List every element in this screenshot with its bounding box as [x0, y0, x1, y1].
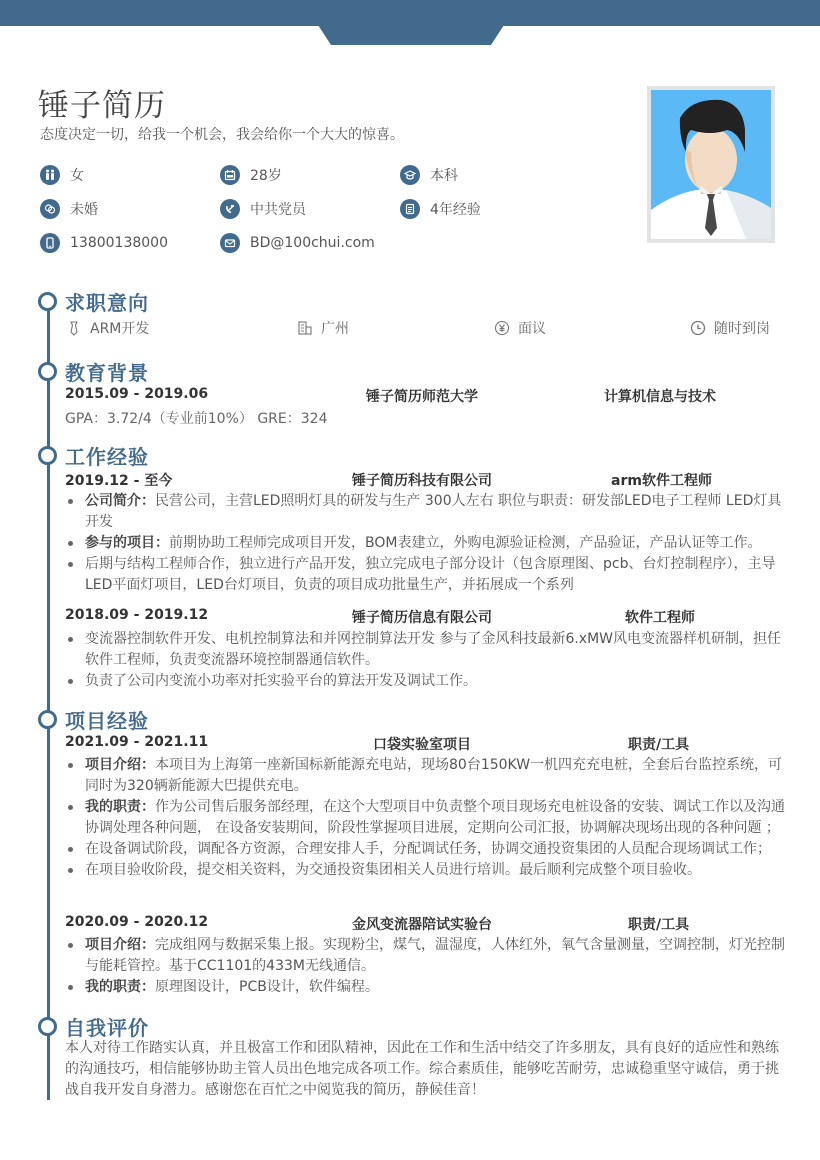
info-email-text[interactable]: BD@100chui.com — [250, 235, 375, 251]
project-date: 2021.09 - 2021.11 — [65, 734, 209, 750]
profile-photo — [647, 86, 775, 243]
graduation-cap-icon — [400, 165, 420, 185]
list-item — [65, 797, 785, 839]
list-item — [65, 977, 785, 998]
section-header-projects — [38, 705, 149, 734]
list-item — [65, 554, 785, 596]
section-title: 工作经验 — [65, 445, 149, 469]
bullet-label: 我的职责： — [85, 979, 155, 995]
timeline-node-icon — [38, 292, 57, 311]
project-bullets — [65, 935, 785, 998]
timeline-node-icon — [38, 446, 57, 465]
intent-position-text: ARM开发 — [90, 321, 150, 337]
project-role: 职责/工具 — [628, 737, 690, 753]
intent-position — [66, 318, 149, 338]
info-gender-text: 女 — [70, 168, 84, 184]
tie-icon — [66, 320, 82, 336]
info-degree-text: 本科 — [430, 168, 458, 184]
list-item — [65, 629, 785, 671]
bullet-label: 参与的项目： — [85, 535, 169, 551]
timeline-line — [47, 298, 50, 1100]
timeline-node-icon — [38, 710, 57, 729]
section-header-education — [38, 357, 149, 386]
info-phone — [40, 233, 168, 253]
intent-availability — [690, 318, 770, 338]
education-school: 锤子简历师范大学 — [366, 389, 478, 405]
bullet-text: 原理图设计，PCB设计，软件编程。 — [155, 979, 379, 995]
info-experience-text: 4年经验 — [430, 202, 481, 218]
work-bullets — [65, 491, 785, 596]
info-gender — [40, 165, 84, 185]
section-title: 求职意向 — [65, 291, 149, 315]
phone-icon — [40, 233, 60, 253]
resume-motto: 态度决定一切，给我一个机会，我会给你一个大大的惊喜。 — [40, 127, 404, 143]
education-major: 计算机信息与技术 — [604, 389, 716, 405]
bullet-text: 变流器控制软件开发、电机控制算法和并网控制算法开发 参与了金风科技最新6.xMW风电变流器样机研制，担任软件工程师，负责变流器环境控制器通信软件。 — [85, 631, 782, 668]
bullet-label: 项目介绍： — [85, 757, 155, 773]
education-detail: GPA：3.72/4（专业前10%） GRE：324 — [65, 411, 328, 427]
avatar-illustration — [651, 90, 771, 239]
info-email — [220, 233, 375, 253]
top-banner — [0, 0, 820, 26]
section-title: 教育背景 — [65, 361, 149, 385]
clock-icon — [690, 320, 706, 336]
intent-city — [297, 318, 349, 338]
gender-icon — [40, 165, 60, 185]
section-header-self — [38, 1012, 149, 1041]
resume-name: 锤子简历 — [38, 88, 166, 124]
bullet-text: 本项目为上海第一座新国标新能源充电站，现场80台150KW一机四充充电桩，全套后台监控系统，可同时为320辆新能源大巴提供充电。 — [85, 757, 783, 794]
work-date: 2018.09 - 2019.12 — [65, 607, 209, 623]
yen-icon — [494, 320, 510, 336]
info-phone-text[interactable]: 13800138000 — [70, 235, 168, 251]
top-banner-tab — [318, 25, 504, 45]
timeline-node-icon — [38, 362, 57, 381]
intent-salary — [494, 318, 546, 338]
list-item — [65, 533, 785, 554]
building-icon — [297, 320, 313, 336]
list-item — [65, 671, 785, 692]
info-marital — [40, 199, 98, 219]
heart-icon — [40, 199, 60, 219]
list-item — [65, 491, 785, 533]
section-title: 自我评价 — [65, 1016, 149, 1040]
project-name: 口袋实验室项目 — [373, 737, 471, 753]
section-header-work — [38, 441, 149, 470]
calendar-icon — [220, 165, 240, 185]
list-item — [65, 860, 785, 881]
info-experience — [400, 199, 481, 219]
list-item — [65, 755, 785, 797]
bullet-text: 在项目验收阶段，提交相关资料，为交通投资集团相关人员进行培训。最后顺利完成整个项目验收。 — [85, 862, 701, 878]
bullet-label: 公司简介： — [85, 493, 155, 509]
section-header-intent — [38, 287, 149, 316]
work-role: 软件工程师 — [625, 610, 695, 626]
self-evaluation-text: 本人对待工作踏实认真，并且极富工作和团队精神，因此在工作和生活中结交了许多朋友，具有良好的适应性和熟练的沟通技巧，相信能够协助主管人员出色地完成各项工作。综合素质佳，能够吃苦耐劳，忠诚稳重坚守诚信，勇于挑战自我开发自身潜力。感谢您在百忙之中阅览我的简历，静候佳音！ — [65, 1040, 779, 1098]
info-age-text: 28岁 — [250, 168, 282, 184]
list-item — [65, 935, 785, 977]
bullet-text: 完成组网与数据采集上报。实现粉尘，煤气，温湿度，人体红外，氧气含量测量，空调控制，灯光控制与能耗管控。基于CC1101的433M无线通信。 — [85, 937, 785, 974]
bullet-label: 我的职责： — [85, 799, 155, 815]
bullet-text: 后期与结构工程师合作，独立进行产品开发，独立完成电子部分设计（包含原理图、pcb、台灯控制程序），主导LED平面灯项目，LED台灯项目，负责的项目成功批量生产，并拓展成一个系列 — [85, 556, 776, 593]
education-date: 2015.09 - 2019.06 — [65, 386, 209, 402]
info-political — [220, 199, 306, 219]
intent-city-text: 广州 — [321, 321, 349, 337]
intent-salary-text: 面议 — [518, 321, 546, 337]
work-role: arm软件工程师 — [611, 473, 712, 489]
bullet-text: 民营公司，主营LED照明灯具的研发与生产 300人左右 职位与职责：研发部LED电子工程师 LED灯具开发 — [85, 493, 782, 530]
bullet-text: 在设备调试阶段，调配各方资源，合理安排人手，分配调试任务，协调交通投资集团的人员配合现场调试工作； — [85, 841, 771, 857]
info-age — [220, 165, 282, 185]
document-icon — [400, 199, 420, 219]
bullet-text: 前期协助工程师完成项目开发，BOM表建立，外购电源验证检测，产品验证，产品认证等工作。 — [169, 535, 762, 551]
info-political-text: 中共党员 — [250, 202, 306, 218]
info-marital-text: 未婚 — [70, 202, 98, 218]
work-bullets — [65, 629, 785, 692]
list-item — [65, 839, 785, 860]
section-title: 项目经验 — [65, 709, 149, 733]
bullet-text: 负责了公司内变流小功率对托实验平台的算法开发及调试工作。 — [85, 673, 477, 689]
info-degree — [400, 165, 458, 185]
bullet-label: 项目介绍： — [85, 937, 155, 953]
party-emblem-icon — [220, 199, 240, 219]
bullet-text: 作为公司售后服务部经理，在这个大型项目中负责整个项目现场充电桩设备的安装、调试工作以及沟通协调处理各种问题， 在设备安装期间，阶段性掌握项目进展，定期向公司汇报，协调解决现场出现的各种问题 ； — [85, 799, 785, 836]
project-role: 职责/工具 — [628, 917, 690, 933]
mail-icon — [220, 233, 240, 253]
intent-availability-text: 随时到岗 — [714, 321, 770, 337]
work-company: 锤子简历科技有限公司 — [352, 473, 492, 489]
timeline-node-icon — [38, 1017, 57, 1036]
project-date: 2020.09 - 2020.12 — [65, 914, 209, 930]
work-company: 锤子简历信息有限公司 — [352, 610, 492, 626]
project-bullets — [65, 755, 785, 881]
project-name: 金风变流器陪试实验台 — [352, 917, 492, 933]
work-date: 2019.12 - 至今 — [65, 473, 173, 489]
